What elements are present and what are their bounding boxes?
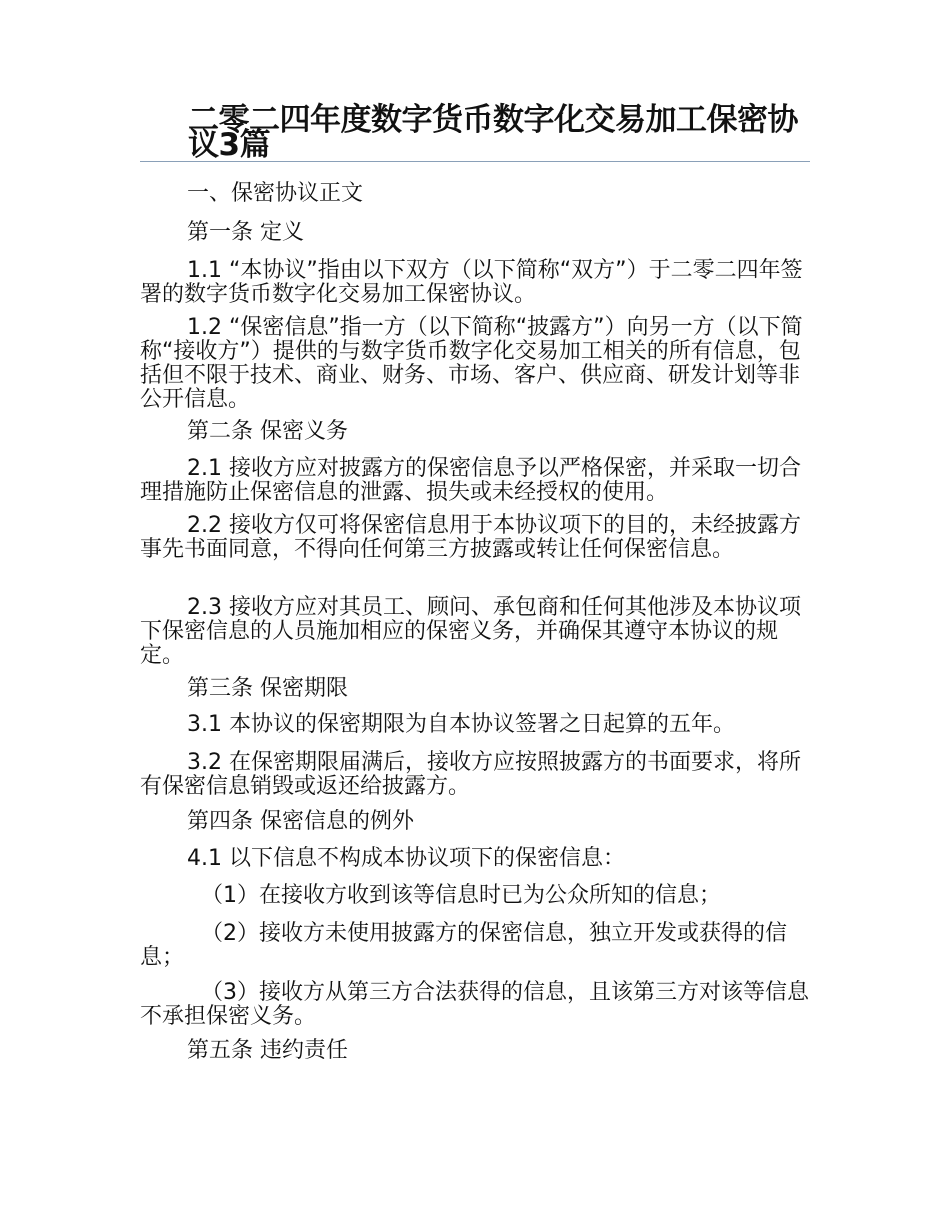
clause-paragraph: 1.2 “保密信息”指一方（以下简称“披露方”）向另一方（以下简称“接收方”）提供的与数字货币数字化交易加工相关的所有信息，包括但不限于技术、商业、财务、市场、客户、供应商、研发计划等非公开信息。 bbox=[140, 315, 803, 412]
clause-paragraph: 2.2 接收方仅可将保密信息用于本协议项下的目的，未经披露方事先书面同意，不得向任何第三方披露或转让任何保密信息。 bbox=[140, 513, 801, 562]
clause-paragraph: 2.3 接收方应对其员工、顾问、承包商和任何其他涉及本协议项下保密信息的人员施加相应的保密义务，并确保其遵守本协议的规定。 bbox=[140, 595, 801, 668]
clause-paragraph: 3.1 本协议的保密期限为自本协议签署之日起算的五年。 bbox=[187, 712, 735, 737]
article-heading: 第二条 保密义务 bbox=[187, 419, 348, 444]
list-item: （1）在接收方收到该等信息时已为公众所知的信息； bbox=[201, 883, 721, 908]
section-heading: 一、保密协议正文 bbox=[187, 181, 364, 206]
document-title: 二零二四年度数字货币数字化交易加工保密协议3篇 bbox=[188, 102, 798, 163]
list-item: （2）接收方未使用披露方的保密信息，独立开发或获得的信息； bbox=[140, 921, 787, 970]
clause-paragraph: 1.1 “本协议”指由以下双方（以下简称“双方”）于二零二四年签署的数字货币数字化交易加工保密协议。 bbox=[140, 258, 803, 307]
title-underline bbox=[140, 161, 810, 162]
article-heading: 第一条 定义 bbox=[187, 220, 304, 245]
article-heading: 第三条 保密期限 bbox=[187, 676, 348, 701]
article-heading: 第四条 保密信息的例外 bbox=[187, 809, 414, 834]
article-heading: 第五条 违约责任 bbox=[187, 1038, 348, 1063]
clause-paragraph: 3.2 在保密期限届满后，接收方应按照披露方的书面要求，将所有保密信息销毁或返还给披露方。 bbox=[140, 750, 801, 799]
clause-paragraph: 2.1 接收方应对披露方的保密信息予以严格保密，并采取一切合理措施防止保密信息的泄露、损失或未经授权的使用。 bbox=[140, 456, 801, 505]
clause-paragraph: 4.1 以下信息不构成本协议项下的保密信息： bbox=[187, 846, 625, 871]
list-item: （3）接收方从第三方合法获得的信息，且该第三方对该等信息不承担保密义务。 bbox=[140, 980, 809, 1029]
